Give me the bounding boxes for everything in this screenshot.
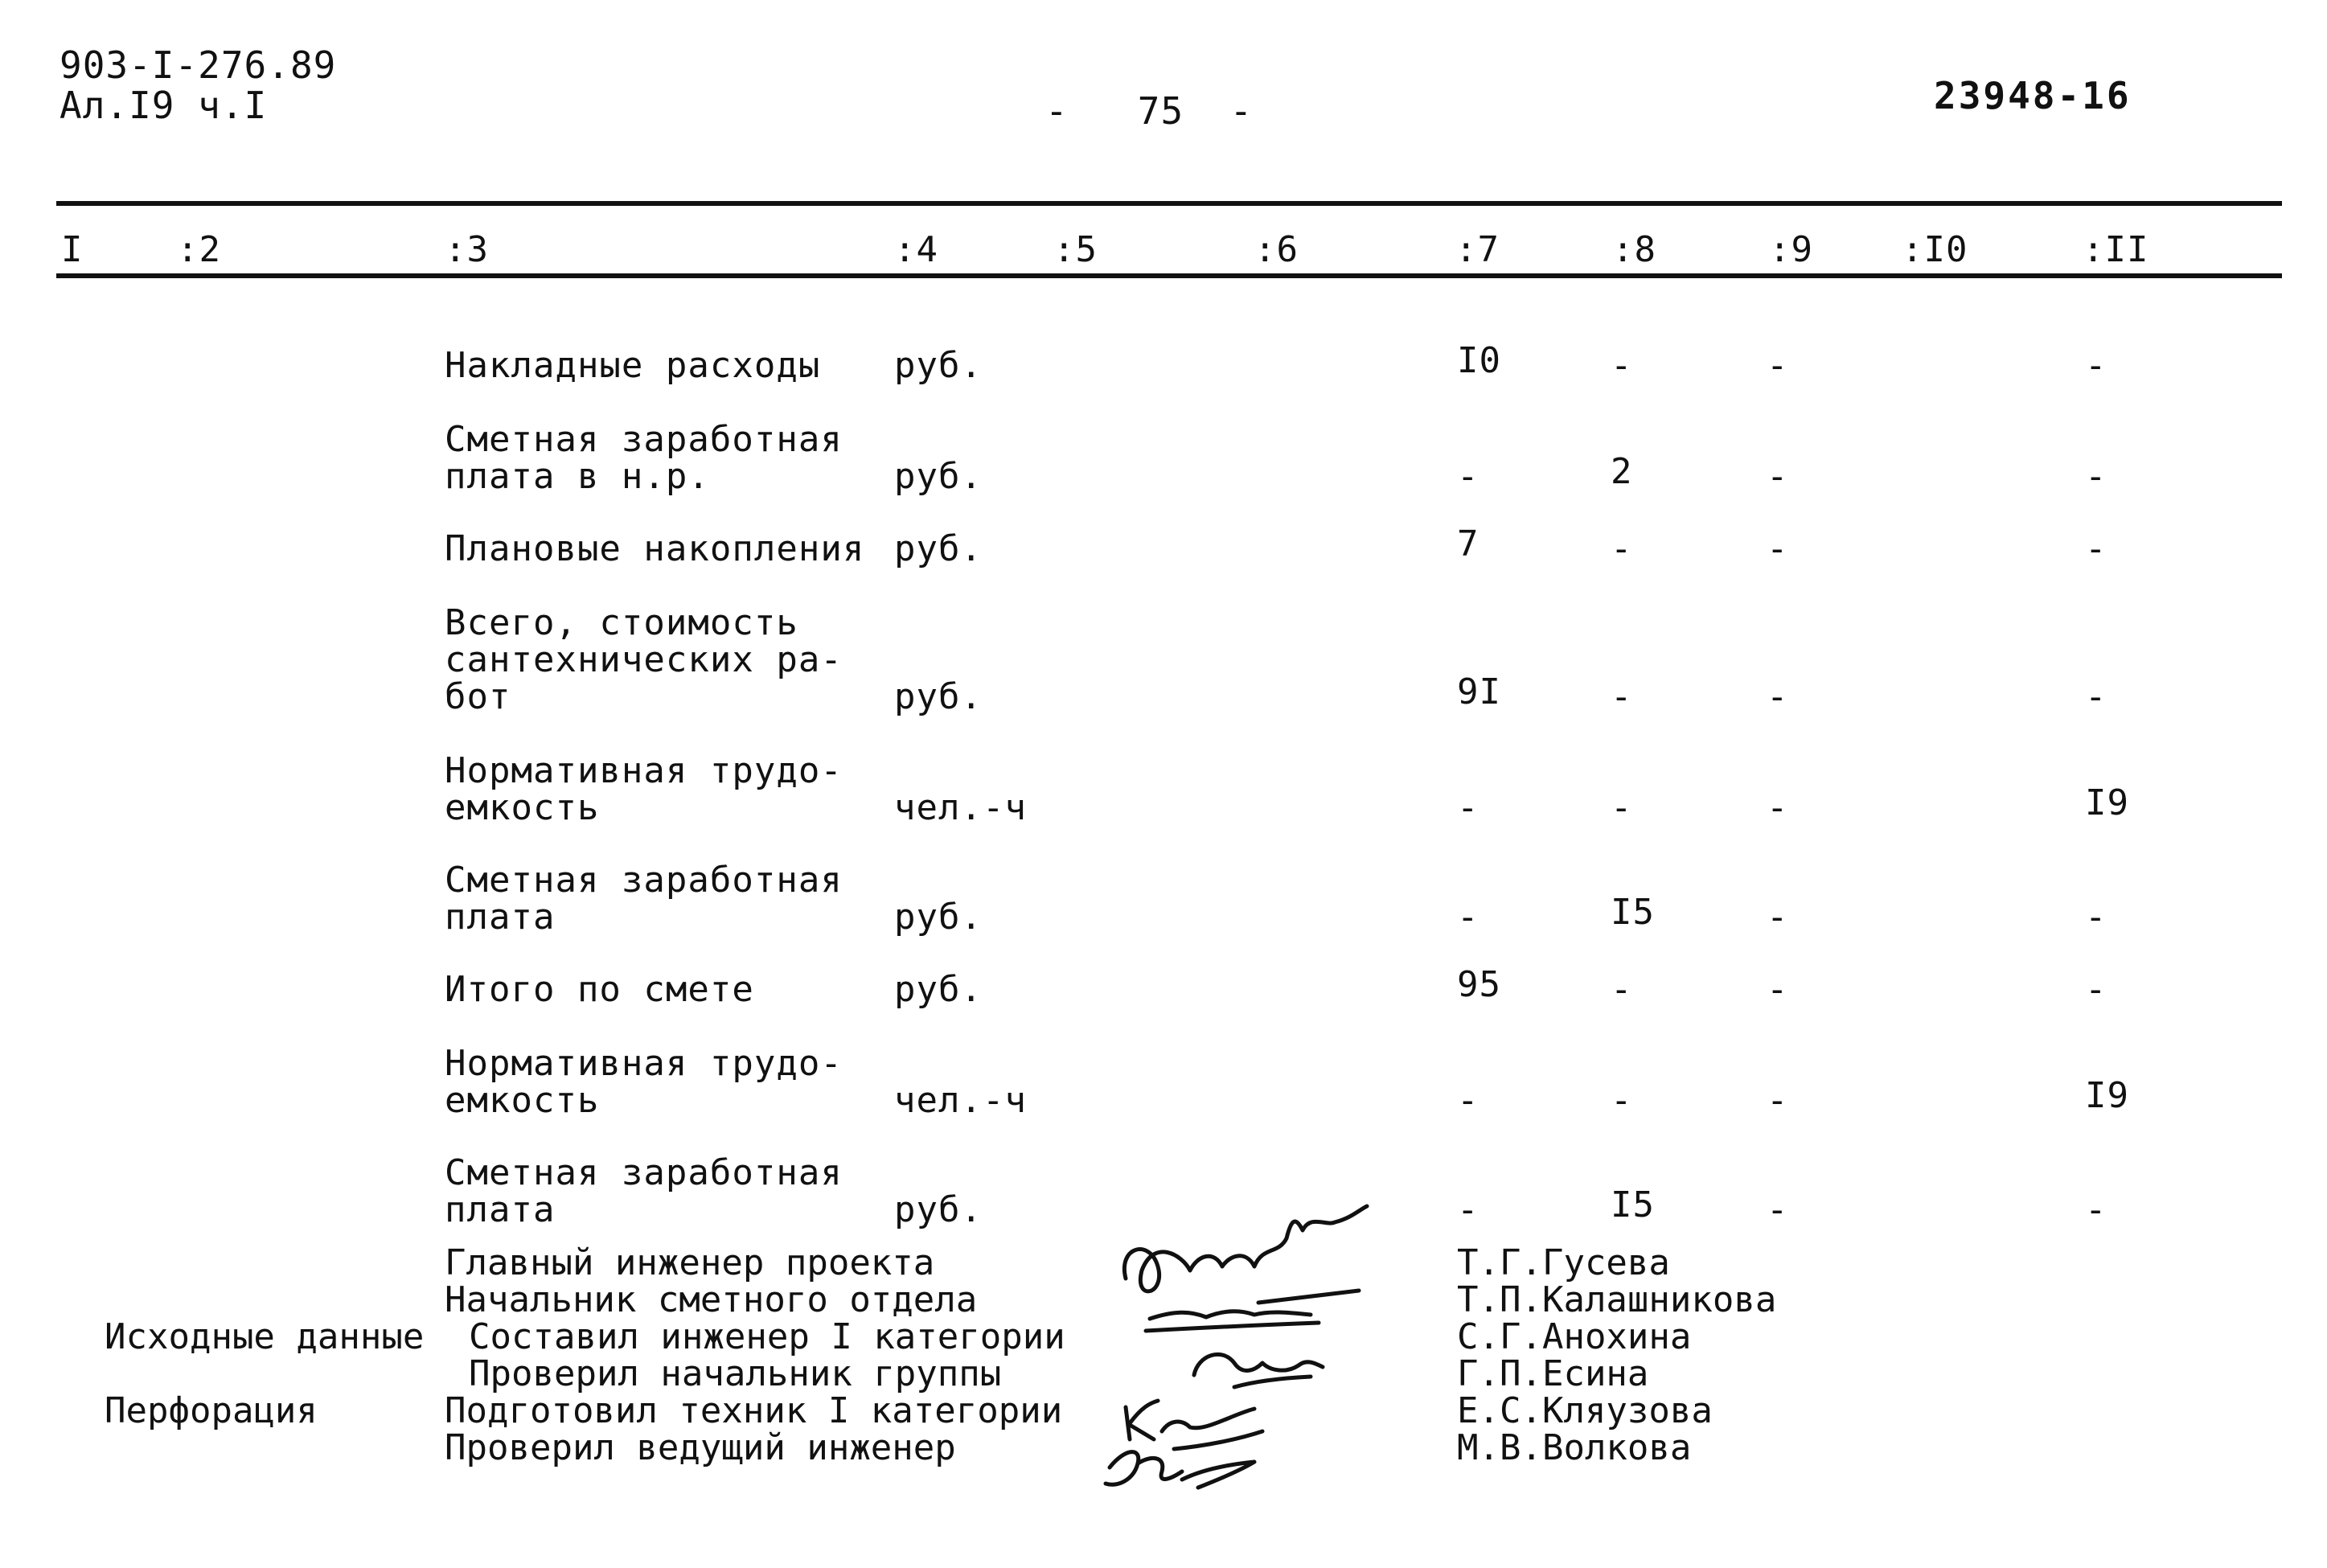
column-header-5: :5: [1053, 229, 1098, 270]
signer-role: Составил инженер I категории: [469, 1316, 1065, 1357]
row-col11: I9: [2085, 1075, 2129, 1116]
row-col11: -: [2085, 345, 2107, 386]
row-col7: -: [1457, 1080, 1480, 1121]
row-col7: -: [1457, 787, 1480, 828]
row-unit: руб.: [894, 345, 983, 386]
signer-name: Т.П.Калашникова: [1457, 1279, 1777, 1320]
signer-name: С.Г.Анохина: [1457, 1316, 1692, 1357]
row-name: Плановые накопления: [445, 528, 865, 569]
row-col8: -: [1611, 787, 1633, 828]
row-name: Нормативная трудо- емкость: [445, 750, 843, 828]
album-reference: Ал.I9 ч.I: [60, 84, 268, 127]
column-header-4: :4: [894, 229, 938, 270]
row-name: Сметная заработная плата: [445, 1152, 843, 1230]
row-col7: -: [1457, 897, 1480, 938]
row-col9: -: [1767, 676, 1789, 717]
row-name: Нормативная трудо- емкость: [445, 1043, 843, 1121]
row-col9: -: [1767, 969, 1789, 1010]
row-col7: -: [1457, 456, 1480, 497]
row-unit: руб.: [894, 897, 983, 938]
column-header-11: :II: [2083, 229, 2149, 270]
row-name: Накладные расходы: [445, 345, 821, 386]
column-header-9: :9: [1769, 229, 1813, 270]
row-col8: -: [1611, 528, 1633, 569]
row-unit: руб.: [894, 528, 983, 569]
header-bottom-rule: [56, 273, 2282, 278]
row-name: Сметная заработная плата: [445, 860, 843, 938]
row-col11: -: [2085, 456, 2107, 497]
row-col7: 9I: [1457, 671, 1501, 712]
signer-role: Главный инженер проекта: [445, 1242, 935, 1283]
row-col11: -: [2085, 676, 2107, 717]
column-header-1: I: [61, 229, 84, 270]
signer-role: Начальник сметного отдела: [445, 1279, 978, 1320]
row-col7: I0: [1457, 340, 1501, 381]
row-col9: -: [1767, 528, 1789, 569]
row-unit: чел.-ч: [894, 1080, 1027, 1121]
row-unit: руб.: [894, 676, 983, 717]
row-col8: -: [1611, 969, 1633, 1010]
column-header-10: :I0: [1902, 229, 1968, 270]
header-top-rule: [56, 201, 2282, 206]
column-header-7: :7: [1455, 229, 1500, 270]
row-col9: -: [1767, 1189, 1789, 1230]
row-unit: чел.-ч: [894, 787, 1027, 828]
row-col8: 2: [1611, 451, 1633, 492]
page-number: - 75 -: [1045, 89, 1254, 133]
row-col11: -: [2085, 897, 2107, 938]
row-col8: -: [1611, 345, 1633, 386]
row-unit: руб.: [894, 456, 983, 497]
column-header-8: :8: [1612, 229, 1656, 270]
row-col8: -: [1611, 1080, 1633, 1121]
inventory-number: 23948-16: [1934, 74, 2132, 117]
row-name: Всего, стоимость сантехнических ра- бот: [445, 602, 843, 717]
column-header-6: :6: [1254, 229, 1299, 270]
signer-name: Е.С.Кляузова: [1457, 1390, 1713, 1431]
row-unit: руб.: [894, 1189, 983, 1230]
signer-name: Т.Г.Гусева: [1457, 1242, 1670, 1283]
row-col8: -: [1611, 676, 1633, 717]
row-col11: -: [2085, 969, 2107, 1010]
row-col9: -: [1767, 456, 1789, 497]
row-col9: -: [1767, 897, 1789, 938]
row-unit: руб.: [894, 969, 983, 1010]
row-col8: I5: [1611, 1184, 1655, 1225]
row-col11: I9: [2085, 782, 2129, 823]
row-col8: I5: [1611, 892, 1655, 933]
row-col7: -: [1457, 1189, 1480, 1230]
signer-role: Подготовил техник I категории: [445, 1390, 1063, 1431]
row-name: Сметная заработная плата в н.р.: [445, 419, 843, 497]
signer-role: Проверил ведущий инженер: [445, 1427, 956, 1468]
row-col7: 7: [1457, 523, 1480, 564]
row-col9: -: [1767, 1080, 1789, 1121]
row-col11: -: [2085, 528, 2107, 569]
perforation-label: Перфорация: [105, 1390, 318, 1431]
row-col9: -: [1767, 787, 1789, 828]
row-col9: -: [1767, 345, 1789, 386]
row-name: Итого по смете: [445, 969, 754, 1010]
signer-role: Проверил начальник группы: [469, 1353, 1002, 1394]
column-header-3: :3: [445, 229, 489, 270]
signer-name: М.В.Волкова: [1457, 1427, 1692, 1468]
row-col11: -: [2085, 1189, 2107, 1230]
row-col7: 95: [1457, 964, 1501, 1005]
source-data-label: Исходные данные: [105, 1316, 425, 1357]
document-code: 903-I-276.89: [60, 43, 337, 87]
column-header-2: :2: [177, 229, 221, 270]
signer-name: Г.П.Есина: [1457, 1353, 1649, 1394]
handwritten-signatures: [1094, 1190, 1480, 1496]
